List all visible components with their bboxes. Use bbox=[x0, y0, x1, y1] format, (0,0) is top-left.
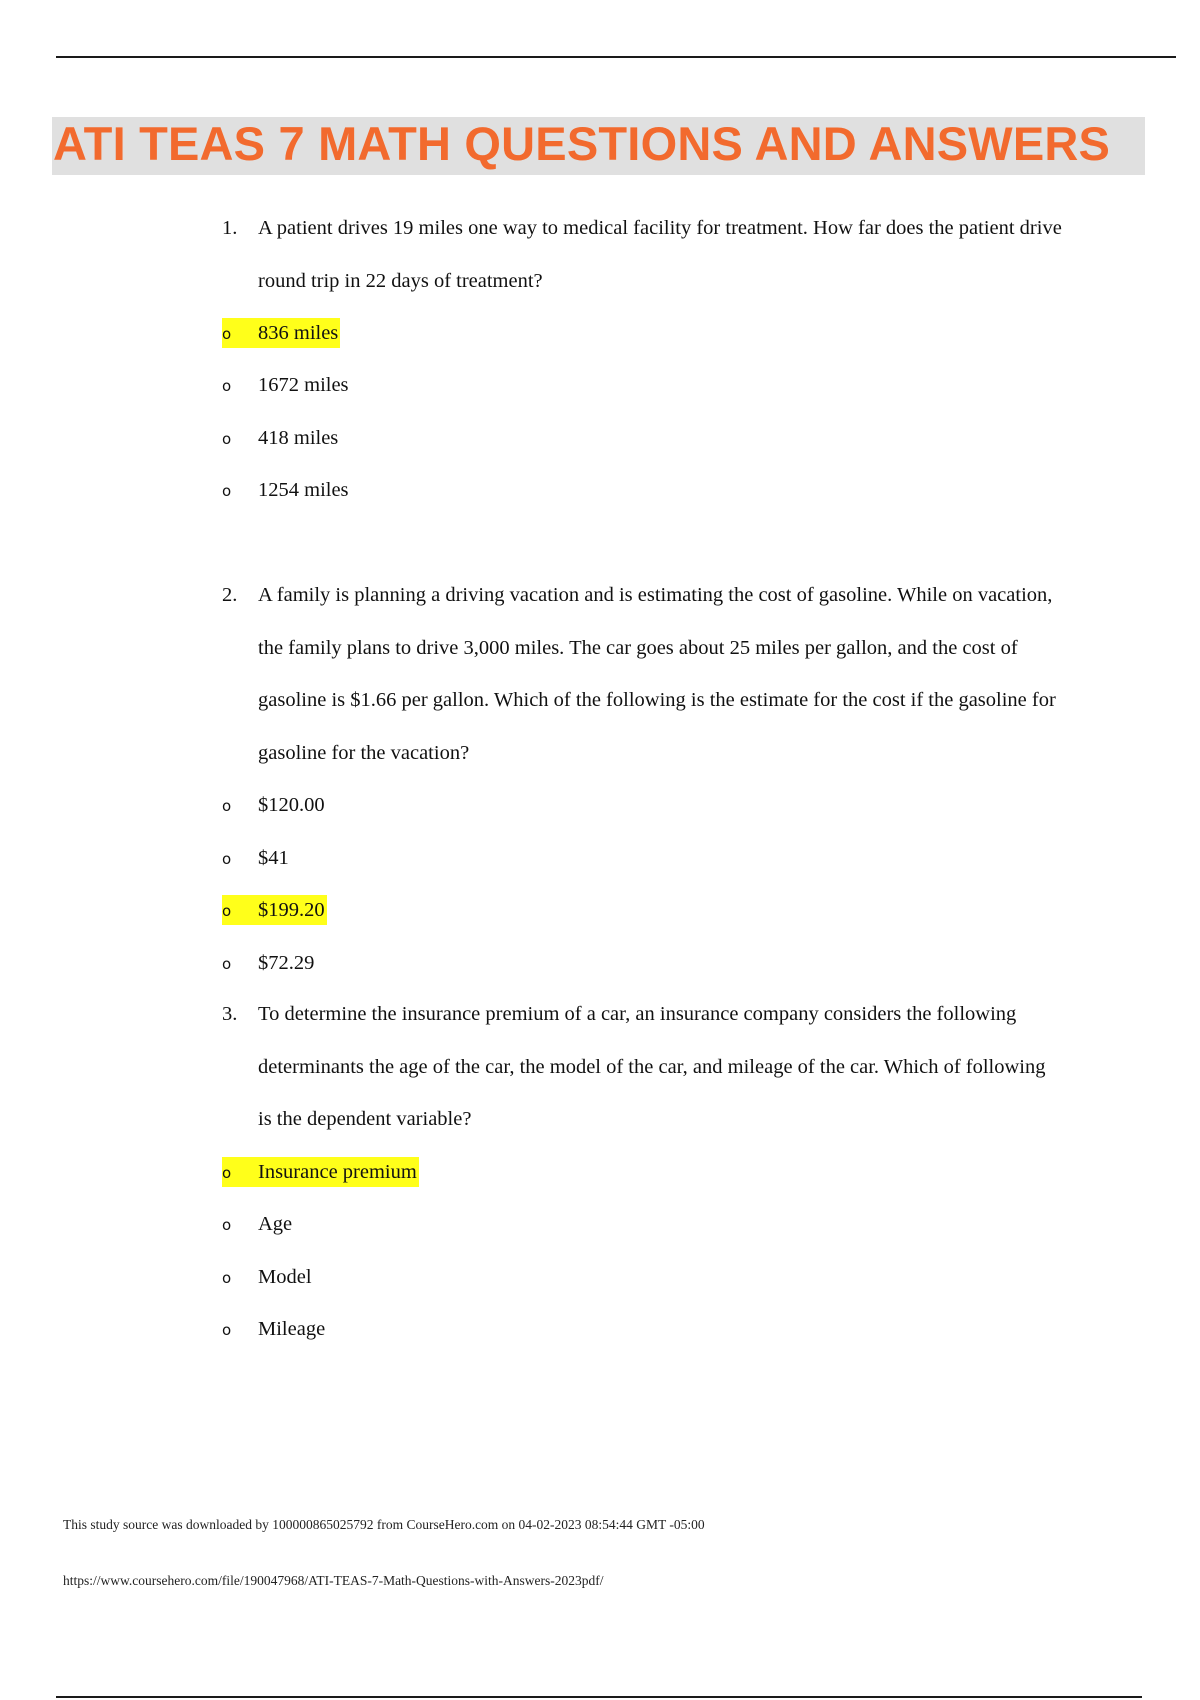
source-url[interactable]: https://www.coursehero.com/file/190047968/ATI-TEAS-7-Math-Questions-with-Answers-2023pdf/ bbox=[63, 1573, 604, 1588]
question-2 bbox=[222, 569, 1062, 779]
page-title: ATI TEAS 7 MATH QUESTIONS AND ANSWERS bbox=[53, 117, 1111, 170]
answer-option bbox=[222, 843, 289, 873]
option-label: Insurance premium bbox=[258, 1161, 417, 1183]
option-label: 1672 miles bbox=[258, 374, 349, 396]
bullet-icon: o bbox=[222, 325, 232, 343]
bullet-icon: o bbox=[222, 482, 232, 500]
bottom-rule bbox=[56, 1696, 1142, 1698]
download-note: This study source was downloaded by 100000865025792 from CourseHero.com on 04-02-2023 08:54:44 GMT -05:00 bbox=[63, 1517, 705, 1532]
option-label: Age bbox=[258, 1213, 293, 1235]
bullet-icon: o bbox=[222, 902, 232, 920]
question-number: 1. bbox=[222, 217, 238, 239]
option-label: Mileage bbox=[258, 1318, 326, 1340]
answer-option bbox=[222, 370, 349, 400]
answer-option bbox=[222, 1209, 292, 1239]
bullet-icon: o bbox=[222, 797, 232, 815]
answer-option bbox=[222, 948, 314, 978]
answer-option bbox=[222, 475, 349, 505]
answer-option-correct bbox=[222, 1157, 419, 1187]
bullet-icon: o bbox=[222, 430, 232, 448]
question-number: 2. bbox=[222, 584, 238, 606]
option-label: 418 miles bbox=[258, 427, 339, 449]
option-label: 1254 miles bbox=[258, 479, 349, 501]
question-text: A patient drives 19 miles one way to medical facility for treatment. How far does the patient drive round trip in 22 days of treatment? bbox=[258, 217, 1062, 292]
answer-option bbox=[222, 1262, 312, 1292]
option-label: 836 miles bbox=[258, 322, 339, 344]
option-label: $41 bbox=[258, 847, 289, 869]
bullet-icon: o bbox=[222, 955, 232, 973]
option-label: Model bbox=[258, 1266, 312, 1288]
answer-option-correct bbox=[222, 318, 340, 348]
question-1 bbox=[222, 202, 1062, 307]
top-rule bbox=[56, 56, 1176, 58]
answer-option bbox=[222, 790, 325, 820]
bullet-icon: o bbox=[222, 1216, 232, 1234]
option-label: $72.29 bbox=[258, 952, 315, 974]
question-3 bbox=[222, 988, 1062, 1146]
answer-option bbox=[222, 423, 338, 453]
option-label: $199.20 bbox=[258, 899, 325, 921]
question-number: 3. bbox=[222, 1003, 238, 1025]
bullet-icon: o bbox=[222, 1321, 232, 1339]
option-label: $120.00 bbox=[258, 794, 325, 816]
bullet-icon: o bbox=[222, 850, 232, 868]
bullet-icon: o bbox=[222, 1164, 232, 1182]
question-text: To determine the insurance premium of a car, an insurance company considers the following determinants the age of the car, the model of the car, and mileage of the car. Which of following is the dependent variable? bbox=[258, 1003, 1046, 1130]
bullet-icon: o bbox=[222, 377, 232, 395]
question-text: A family is planning a driving vacation and is estimating the cost of gasoline. While on vacation, the family plans to drive 3,000 miles. The car goes about 25 miles per gallon, and the cost of gasoline is $1.66 per gallon. Which of the following is the estimate for the cost if the gasoline for gasoline for the vacation? bbox=[258, 584, 1056, 764]
answer-option bbox=[222, 1314, 325, 1344]
bullet-icon: o bbox=[222, 1269, 232, 1287]
answer-option-correct bbox=[222, 895, 327, 925]
